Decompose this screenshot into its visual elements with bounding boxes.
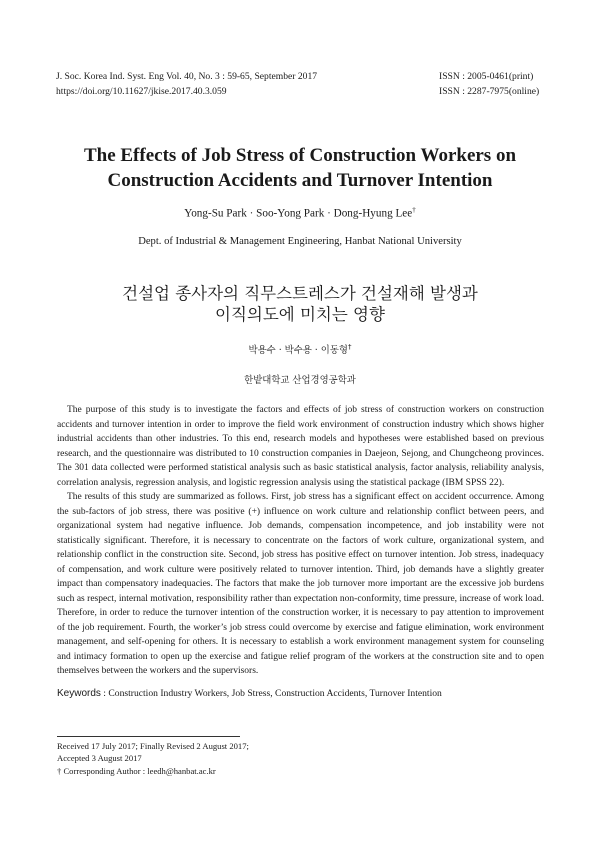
issn-print: ISSN : 2005-0461(print) <box>439 71 534 82</box>
accepted-date: Accepted 3 August 2017 <box>57 753 142 764</box>
korean-title-line-2: 이직의도에 미치는 영향 <box>215 305 385 324</box>
journal-header-left <box>56 70 317 99</box>
corresponding-author-text[interactable]: Corresponding Author : leedh@hanbat.ac.kr <box>63 765 216 776</box>
korean-affiliation: 한밭대학교 산업경영공학과 <box>244 375 356 386</box>
footnote-dagger: † <box>57 765 62 776</box>
keywords <box>57 687 544 700</box>
received-date: Received 17 July 2017; Finally Revised 2 August 2017; <box>57 741 249 751</box>
english-affiliation: Dept. of Industrial & Management Engineering, Hanbat National University <box>138 236 462 247</box>
keywords-label: Keywords <box>57 688 101 699</box>
corresponding-author <box>57 765 249 777</box>
korean-corresponding-dagger: † <box>347 342 352 351</box>
korean-authors <box>0 342 600 356</box>
doi-link[interactable]: https://doi.org/10.11627/jkise.2017.40.3.059 <box>56 85 227 97</box>
korean-title <box>30 283 570 325</box>
korean-title-line-1: 건설업 종사자의 직무스트레스가 건설재해 발생과 <box>122 284 478 303</box>
abstract <box>57 403 544 679</box>
abstract-paragraph-1: The purpose of this study is to investigate the factors and effects of job stress of construction workers on construction accidents and turnover intention in order to improve the field work environment of construction industry which shows higher industrial accidents than other industries. To this end, research models and hypotheses were established based on previous research, and the questionnaire was distributed to 10 construction companies in Daejeon, Sejong, and Chungcheong provinces. The 301 data collected were performed statistical analysis such as basic statistical analysis, factor analysis, reliability analysis, correlation analysis, regression analysis, and logistic regression analysis using the statistical package (IBM SPSS 22). <box>57 405 544 488</box>
english-authors <box>0 206 600 220</box>
footnotes <box>57 740 249 777</box>
corresponding-dagger: † <box>412 206 416 214</box>
english-author-list: Yong-Su Park · Soo-Yong Park · Dong-Hyung Lee <box>184 207 413 220</box>
journal-header-right <box>439 70 539 99</box>
keywords-text: Construction Industry Workers, Job Stress, Construction Accidents, Turnover Intention <box>108 688 442 699</box>
korean-author-list: 박용수 · 박수용 · 이동형 <box>248 345 348 356</box>
english-title-line-2: Construction Accidents and Turnover Intention <box>107 170 493 191</box>
english-title <box>30 143 570 193</box>
journal-citation: J. Soc. Korea Ind. Syst. Eng Vol. 40, No. 3 : 59-65, September 2017 <box>56 71 318 82</box>
abstract-paragraph-2: The results of this study are summarized as follows. First, job stress has a significant effect on accident occurrence. Among the sub-factors of job stress, there was positive (+) influence on work culture and relationship conflict between peers, and organizational system had negative influence. Job demands, compensation incompetence, and job instability were not statistically significant. Therefore, it is necessary to concentrate on the factors of work culture, organizational system, and relationship conflict in the construction site. Second, job stress has positive effect on turnover intention. Job stress, inadequacy of compensation, and work culture were positively related to turnover intention. Third, job demands have a slightly greater impact than compensatory inadequacies. The factors that make the job turnover more important are the excessive job burdens such as respect, internal motivation, responsibility rather than expectation non-conformity, time pressure, increase of work load. Therefore, in order to reduce the turnover intention of the construction worker, it is necessary to pay attention to improvement of the job requirement. Fourth, the worker’s job stress could overcome by exercise and fatigue elimination, work environment management, and self-opening for others. It is necessary to establish a work environment management system for counseling and intimacy formation to open up the exercise and fatigue relief program of the workers at the construction site and to open themselves between the workers and the supervisors. <box>57 492 544 676</box>
footnote-divider <box>57 736 240 737</box>
issn-online: ISSN : 2287-7975(online) <box>439 85 540 97</box>
english-title-line-1: The Effects of Job Stress of Construction Workers on <box>83 145 517 166</box>
keywords-separator: : <box>100 688 109 699</box>
